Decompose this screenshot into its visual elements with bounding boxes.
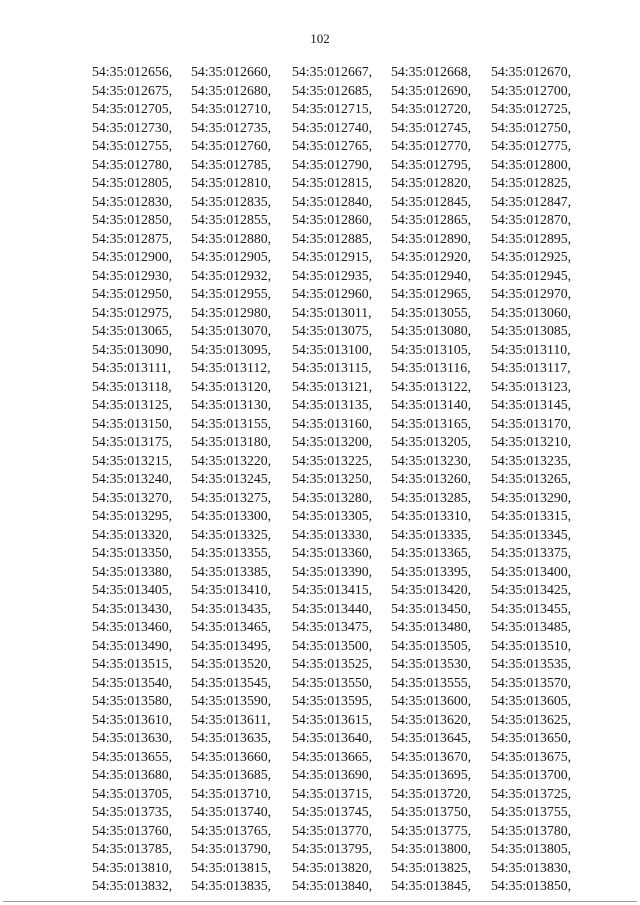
cadastral-number: 54:35:013360, — [292, 545, 373, 560]
cadastral-number: 54:35:012730, — [92, 119, 173, 135]
cadastral-number: 54:35:013645, — [391, 730, 472, 745]
page-bottom-border — [3, 901, 637, 902]
cadastral-number: 54:35:013230, — [391, 452, 472, 468]
cadastral-number: 54:35:013485, — [491, 619, 572, 634]
cadastral-number: 54:35:013235, — [491, 452, 572, 468]
cadastral-number: 54:35:012820, — [391, 175, 472, 190]
cadastral-number: 54:35:012668, — [391, 64, 472, 79]
cadastral-number: 54:35:013115, — [292, 360, 372, 375]
cadastral-number: 54:35:013420, — [391, 582, 472, 597]
cadastral-number: 54:35:013525, — [292, 656, 373, 671]
cadastral-number: 54:35:012932, — [191, 267, 272, 283]
cadastral-number: 54:35:012955, — [191, 286, 272, 301]
cadastral-number: 54:35:012750, — [491, 119, 572, 135]
cadastral-number: 54:35:013111, — [92, 360, 172, 375]
cadastral-number: 54:35:012805, — [92, 175, 173, 190]
cadastral-number: 54:35:013380, — [92, 563, 173, 579]
cadastral-number: 54:35:012860, — [292, 212, 373, 227]
page-number: 102 — [310, 31, 330, 46]
cadastral-number: 54:35:013075, — [292, 323, 373, 338]
cadastral-number: 54:35:013320, — [92, 526, 173, 542]
cadastral-number: 54:35:013170, — [491, 415, 572, 431]
cadastral-number: 54:35:013765, — [191, 822, 272, 838]
cadastral-number: 54:35:013530, — [391, 656, 472, 671]
cadastral-number: 54:35:013720, — [391, 785, 472, 801]
cadastral-number: 54:35:013750, — [391, 804, 472, 819]
cadastral-number: 54:35:012660, — [191, 64, 272, 79]
cadastral-number: 54:35:012980, — [191, 304, 272, 320]
cadastral-number: 54:35:013090, — [92, 341, 173, 357]
cadastral-number: 54:35:012960, — [292, 286, 373, 301]
cadastral-number: 54:35:013690, — [292, 767, 373, 782]
cadastral-number: 54:35:013160, — [292, 415, 373, 431]
cadastral-number: 54:35:012935, — [292, 267, 373, 283]
cadastral-number: 54:35:012945, — [491, 267, 572, 283]
cadastral-number: 54:35:013770, — [292, 822, 373, 838]
cadastral-number: 54:35:013515, — [92, 656, 173, 671]
cadastral-number: 54:35:013220, — [191, 452, 272, 468]
cadastral-number: 54:35:013280, — [292, 489, 373, 505]
cadastral-number: 54:35:012780, — [92, 156, 173, 172]
cadastral-number: 54:35:013685, — [191, 767, 272, 782]
cadastral-number: 54:35:013810, — [92, 859, 173, 875]
cadastral-number: 54:35:013225, — [292, 452, 373, 468]
cadastral-number: 54:35:013135, — [292, 397, 373, 412]
cadastral-number: 54:35:013745, — [292, 804, 373, 819]
cadastral-number: 54:35:012745, — [391, 119, 472, 135]
cadastral-number: 54:35:012755, — [92, 138, 173, 153]
cadastral-number: 54:35:013505, — [391, 637, 472, 653]
cadastral-number: 54:35:013755, — [491, 804, 572, 819]
cadastral-number: 54:35:012915, — [292, 249, 373, 264]
cadastral-number: 54:35:013270, — [92, 489, 173, 505]
cadastral-number: 54:35:012920, — [391, 249, 472, 264]
cadastral-number: 54:35:013175, — [92, 434, 173, 449]
cadastral-number: 54:35:013130, — [191, 397, 272, 412]
cadastral-number: 54:35:013080, — [391, 323, 472, 338]
cadastral-number: 54:35:013405, — [92, 582, 173, 597]
cadastral-number: 54:35:012710, — [191, 101, 272, 116]
cadastral-number: 54:35:012815, — [292, 175, 373, 190]
cadastral-number: 54:35:012855, — [191, 212, 272, 227]
cadastral-number: 54:35:012667, — [292, 64, 373, 79]
cadastral-number: 54:35:012795, — [391, 156, 472, 172]
cadastral-number: 54:35:013060, — [491, 304, 572, 320]
cadastral-number: 54:35:013390, — [292, 563, 373, 579]
cadastral-number: 54:35:013455, — [491, 600, 572, 616]
cadastral-number: 54:35:013395, — [391, 563, 472, 579]
cadastral-number: 54:35:012705, — [92, 101, 173, 116]
cadastral-number: 54:35:012700, — [491, 82, 572, 98]
cadastral-number: 54:35:012900, — [92, 249, 173, 264]
cadastral-number: 54:35:012656, — [92, 64, 173, 79]
cadastral-number: 54:35:012765, — [292, 138, 373, 153]
cadastral-number: 54:35:013116, — [391, 360, 471, 375]
cadastral-number: 54:35:013095, — [191, 341, 272, 357]
cadastral-number: 54:35:013520, — [191, 656, 272, 671]
cadastral-number: 54:35:012885, — [292, 230, 373, 246]
cadastral-number: 54:35:013630, — [92, 730, 173, 745]
cadastral-number: 54:35:012835, — [191, 193, 272, 209]
cadastral-number: 54:35:013660, — [191, 748, 272, 764]
cadastral-number: 54:35:012890, — [391, 230, 472, 246]
cadastral-number: 54:35:012850, — [92, 212, 173, 227]
cadastral-number: 54:35:013590, — [191, 693, 272, 708]
cadastral-number: 54:35:013611, — [191, 711, 271, 727]
cadastral-number: 54:35:013850, — [491, 878, 572, 893]
cadastral-number: 54:35:013540, — [92, 674, 173, 690]
cadastral-number: 54:35:013295, — [92, 508, 173, 523]
cadastral-number: 54:35:013125, — [92, 397, 173, 412]
cadastral-number: 54:35:013700, — [491, 767, 572, 782]
cadastral-number: 54:35:013385, — [191, 563, 272, 579]
cadastral-number: 54:35:013375, — [491, 545, 572, 560]
cadastral-number: 54:35:013155, — [191, 415, 272, 431]
cadastral-number: 54:35:012847, — [491, 193, 572, 209]
cadastral-number: 54:35:012825, — [491, 175, 572, 190]
cadastral-number: 54:35:012680, — [191, 82, 272, 98]
cadastral-number: 54:35:012830, — [92, 193, 173, 209]
cadastral-number: 54:35:012715, — [292, 101, 373, 116]
cadastral-number: 54:35:013480, — [391, 619, 472, 634]
cadastral-number: 54:35:013210, — [491, 434, 572, 449]
cadastral-number: 54:35:012870, — [491, 212, 572, 227]
cadastral-number: 54:35:013815, — [191, 859, 272, 875]
cadastral-number: 54:35:013123, — [491, 378, 572, 394]
cadastral-number: 54:35:013695, — [391, 767, 472, 782]
cadastral-number: 54:35:012895, — [491, 230, 572, 246]
cadastral-number: 54:35:013205, — [391, 434, 472, 449]
cadastral-number: 54:35:013122, — [391, 378, 472, 394]
cadastral-number: 54:35:012970, — [491, 286, 572, 301]
cadastral-number: 54:35:013460, — [92, 619, 173, 634]
cadastral-number: 54:35:013100, — [292, 341, 373, 357]
cadastral-number: 54:35:012875, — [92, 230, 173, 246]
cadastral-number: 54:35:013615, — [292, 711, 373, 727]
cadastral-number: 54:35:013795, — [292, 841, 373, 856]
cadastral-number: 54:35:013545, — [191, 674, 272, 690]
cadastral-number: 54:35:013260, — [391, 471, 472, 486]
cadastral-number: 54:35:012810, — [191, 175, 272, 190]
cadastral-number: 54:35:013110, — [491, 341, 571, 357]
cadastral-number: 54:35:012840, — [292, 193, 373, 209]
cadastral-number: 54:35:013595, — [292, 693, 373, 708]
cadastral-number: 54:35:012925, — [491, 249, 572, 264]
cadastral-number: 54:35:013845, — [391, 878, 472, 893]
cadastral-number: 54:35:013365, — [391, 545, 472, 560]
cadastral-number: 54:35:013450, — [391, 600, 472, 616]
cadastral-number: 54:35:013145, — [491, 397, 572, 412]
cadastral-number: 54:35:012940, — [391, 267, 472, 283]
cadastral-number: 54:35:013070, — [191, 323, 272, 338]
cadastral-number: 54:35:013495, — [191, 637, 272, 653]
cadastral-number: 54:35:013490, — [92, 637, 173, 653]
cadastral-number: 54:35:013825, — [391, 859, 472, 875]
cadastral-number: 54:35:013121, — [292, 378, 373, 394]
cadastral-number: 54:35:013325, — [191, 526, 272, 542]
cadastral-number: 54:35:013140, — [391, 397, 472, 412]
cadastral-number: 54:35:013305, — [292, 508, 373, 523]
cadastral-number: 54:35:013345, — [491, 526, 572, 542]
cadastral-number: 54:35:013315, — [491, 508, 572, 523]
cadastral-number: 54:35:013250, — [292, 471, 373, 486]
cadastral-number: 54:35:013840, — [292, 878, 373, 893]
cadastral-number: 54:35:012965, — [391, 286, 472, 301]
cadastral-number: 54:35:012760, — [191, 138, 272, 153]
cadastral-number: 54:35:013725, — [491, 785, 572, 801]
cadastral-number: 54:35:013215, — [92, 452, 173, 468]
cadastral-number: 54:35:013680, — [92, 767, 173, 782]
cadastral-number: 54:35:012690, — [391, 82, 472, 98]
cadastral-number: 54:35:013465, — [191, 619, 272, 634]
cadastral-number: 54:35:013165, — [391, 415, 472, 431]
cadastral-number: 54:35:013830, — [491, 859, 572, 875]
cadastral-number: 54:35:013705, — [92, 785, 173, 801]
cadastral-number: 54:35:012845, — [391, 193, 472, 209]
cadastral-number: 54:35:013065, — [92, 323, 173, 338]
cadastral-number: 54:35:013475, — [292, 619, 373, 634]
cadastral-number: 54:35:013670, — [391, 748, 472, 764]
cadastral-number: 54:35:013820, — [292, 859, 373, 875]
cadastral-number: 54:35:013120, — [191, 378, 272, 394]
cadastral-number: 54:35:013775, — [391, 822, 472, 838]
cadastral-number: 54:35:013650, — [491, 730, 572, 745]
cadastral-number: 54:35:013285, — [391, 489, 472, 505]
cadastral-number: 54:35:012950, — [92, 286, 173, 301]
cadastral-number: 54:35:013011, — [292, 304, 372, 320]
cadastral-number: 54:35:013832, — [92, 878, 173, 893]
cadastral-number: 54:35:012790, — [292, 156, 373, 172]
cadastral-number: 54:35:013330, — [292, 526, 373, 542]
cadastral-number: 54:35:013605, — [491, 693, 572, 708]
cadastral-number: 54:35:013715, — [292, 785, 373, 801]
cadastral-number: 54:35:013275, — [191, 489, 272, 505]
cadastral-number: 54:35:012720, — [391, 101, 472, 116]
cadastral-number: 54:35:013665, — [292, 748, 373, 764]
cadastral-number: 54:35:013265, — [491, 471, 572, 486]
cadastral-number: 54:35:013410, — [191, 582, 272, 597]
cadastral-number: 54:35:013355, — [191, 545, 272, 560]
cadastral-number: 54:35:012905, — [191, 249, 272, 264]
cadastral-number: 54:35:013710, — [191, 785, 272, 801]
cadastral-number: 54:35:012740, — [292, 119, 373, 135]
cadastral-number: 54:35:012975, — [92, 304, 173, 320]
cadastral-number: 54:35:013415, — [292, 582, 373, 597]
cadastral-number: 54:35:013625, — [491, 711, 572, 727]
cadastral-number: 54:35:013790, — [191, 841, 272, 856]
cadastral-number: 54:35:013112, — [191, 360, 271, 375]
cadastral-number: 54:35:013118, — [92, 378, 172, 394]
cadastral-number: 54:35:013440, — [292, 600, 373, 616]
cadastral-number: 54:35:013510, — [491, 637, 572, 653]
cadastral-number: 54:35:012880, — [191, 230, 272, 246]
cadastral-number: 54:35:013200, — [292, 434, 373, 449]
cadastral-number-list — [92, 63, 591, 896]
cadastral-number: 54:35:013535, — [491, 656, 572, 671]
cadastral-number: 54:35:013780, — [491, 822, 572, 838]
cadastral-number: 54:35:013085, — [491, 323, 572, 338]
cadastral-number: 54:35:012725, — [491, 101, 572, 116]
cadastral-number: 54:35:013785, — [92, 841, 173, 856]
cadastral-number: 54:35:013245, — [191, 471, 272, 486]
cadastral-number: 54:35:013290, — [491, 489, 572, 505]
cadastral-number: 54:35:013570, — [491, 674, 572, 690]
cadastral-number: 54:35:013430, — [92, 600, 173, 616]
cadastral-number: 54:35:013150, — [92, 415, 173, 431]
cadastral-number: 54:35:013435, — [191, 600, 272, 616]
cadastral-number: 54:35:013620, — [391, 711, 472, 727]
cadastral-number: 54:35:013800, — [391, 841, 472, 856]
cadastral-number: 54:35:013635, — [191, 730, 272, 745]
cadastral-number: 54:35:013735, — [92, 804, 173, 819]
cadastral-number: 54:35:012685, — [292, 82, 373, 98]
cadastral-number: 54:35:012785, — [191, 156, 272, 172]
cadastral-number: 54:35:013400, — [491, 563, 572, 579]
cadastral-number: 54:35:013550, — [292, 674, 373, 690]
cadastral-number: 54:35:012930, — [92, 267, 173, 283]
cadastral-number: 54:35:013335, — [391, 526, 472, 542]
cadastral-number: 54:35:012670, — [491, 64, 572, 79]
cadastral-number: 54:35:013350, — [92, 545, 173, 560]
cadastral-number: 54:35:012675, — [92, 82, 173, 98]
cadastral-number: 54:35:013555, — [391, 674, 472, 690]
cadastral-number: 54:35:012865, — [391, 212, 472, 227]
cadastral-number: 54:35:012800, — [491, 156, 572, 172]
cadastral-number: 54:35:013760, — [92, 822, 173, 838]
cadastral-number: 54:35:013105, — [391, 341, 472, 357]
cadastral-number: 54:35:013055, — [391, 304, 472, 320]
cadastral-number: 54:35:013600, — [391, 693, 472, 708]
cadastral-number: 54:35:013640, — [292, 730, 373, 745]
cadastral-number: 54:35:012775, — [491, 138, 572, 153]
cadastral-number: 54:35:013117, — [491, 360, 571, 375]
cadastral-number: 54:35:013805, — [491, 841, 572, 856]
cadastral-number: 54:35:012770, — [391, 138, 472, 153]
cadastral-number: 54:35:013580, — [92, 693, 173, 708]
cadastral-number: 54:35:012735, — [191, 119, 272, 135]
cadastral-number: 54:35:013500, — [292, 637, 373, 653]
cadastral-number: 54:35:013675, — [491, 748, 572, 764]
cadastral-number: 54:35:013655, — [92, 748, 173, 764]
cadastral-number: 54:35:013300, — [191, 508, 272, 523]
cadastral-number: 54:35:013835, — [191, 878, 272, 893]
cadastral-number: 54:35:013740, — [191, 804, 272, 819]
cadastral-number: 54:35:013180, — [191, 434, 272, 449]
cadastral-number: 54:35:013610, — [92, 711, 173, 727]
cadastral-number: 54:35:013425, — [491, 582, 572, 597]
cadastral-number: 54:35:013240, — [92, 471, 173, 486]
cadastral-number: 54:35:013310, — [391, 508, 472, 523]
